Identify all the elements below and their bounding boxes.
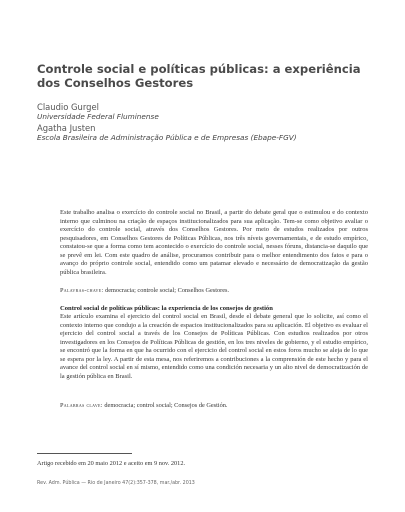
keywords-text: democracia; controle social; Conselhos Gestores. [105, 287, 230, 294]
abstract-portuguese: Este trabalho analisa o exercício do controle social no Brasil, a partir do debate geral que o estimulou e do contexto interno que culminou na criação de espaços institucionalizados para sua aplicação. Tem-se como objetivo avaliar o exercício do controle social, através dos Conselhos Gestores. Por meio de estudos realizados por outros pesquisadores, em Conselhos Gestores de Políticas Públicas, nos três níveis governamentais, e de estudo empírico, constatou-se que a forma como tem acontecido o exercício do controle social, nesses fóruns, distancia-se daquilo que se prevê em lei. Com este quadro de análise, procuramos contribuir para o melhor entendimento dos fatos e para o avanço do próprio controle social, entendido como um patamar elevado e necessário de democratização da gestão pública brasileira. [60, 209, 368, 276]
keywords-label: Palavras-chave: [60, 287, 104, 294]
author-affiliation-1: Universidade Federal Fluminense [37, 112, 159, 121]
keywords-label: Palabras clave: [60, 402, 103, 409]
abstract-spanish: Este artículo examina el ejercicio del control social en Brasil, desde el debate general que lo solicite, así como el contexto interno que condujo a la creación de espacios institucionalizados para su aplicación. El objetivo es evaluar el ejercicio del control social a través de los Consejos de Políticas Públicas. Con estudios realizados por otros investigadores en los Consejos de Políticas Públicas de gestión, en los tres niveles de gobierno, y el estudio empírico, se encontró que la forma en que ha ocurrido con el ejercicio del control social en estos foros mucho se aleja de lo que se espera por la ley. A partir de esta mesa, nos referiremos a contribuciones a la comprensión de este hecho y para el avance del control social en sí mismo, entendido como una condición necesaria y un alto nivel de democratización de la gestión pública en Brasil. [60, 313, 368, 380]
keywords-portuguese [60, 287, 368, 295]
keywords-text: democracia; control social; Consejos de Gestión. [104, 402, 228, 409]
journal-footer: Rev. Adm. Pública — Rio de Janeiro 47(2):357-378, mar./abr. 2013 [37, 481, 195, 486]
author-affiliation-2: Escola Brasileira de Administração Pública e de Empresas (Ebape-FGV) [37, 133, 297, 142]
abstract-spanish-title: Control social de políticas públicas: la experiencia de los consejos de gestión [60, 305, 273, 312]
footnote-divider [37, 453, 132, 454]
author-name-1: Claudio Gurgel [37, 102, 99, 112]
author-name-2: Agatha Justen [37, 123, 96, 133]
received-note: Artigo recebido em 20 maio 2012 e aceito em 9 nov. 2012. [37, 460, 186, 467]
keywords-spanish [60, 402, 368, 410]
article-title: Controle social e políticas públicas: a experiência dos Conselhos Gestores [37, 62, 361, 90]
